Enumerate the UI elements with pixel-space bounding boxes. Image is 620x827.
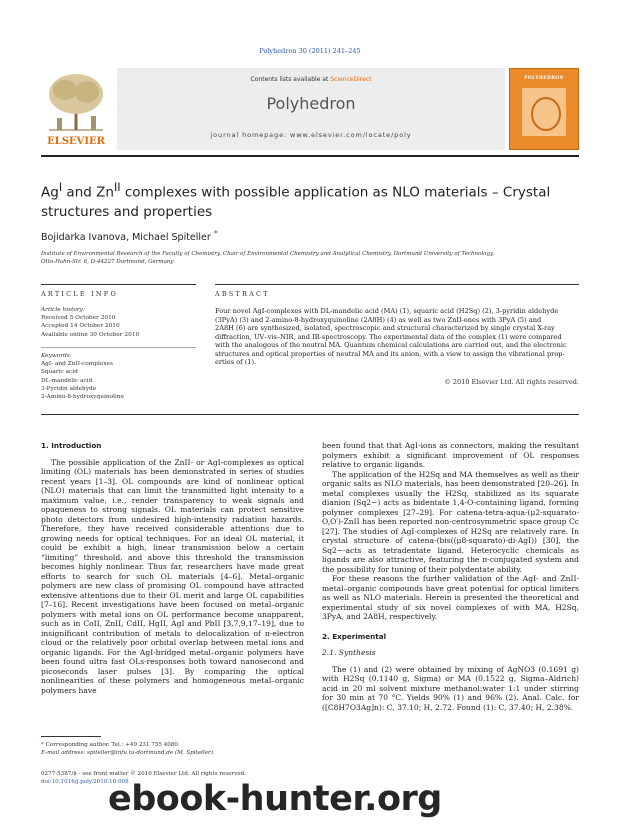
body-column-right: [322, 441, 579, 712]
abstract-text: [215, 307, 579, 367]
keywords: [41, 352, 196, 401]
body-divider: [41, 414, 579, 415]
history-item: Available online 30 October 2010: [41, 331, 140, 338]
subsection-heading: 2.1. Synthesis: [322, 648, 376, 658]
title-line-2: structures and properties: [41, 203, 213, 220]
title-sup: II: [113, 181, 121, 194]
journal-homepage-link[interactable]: journal homepage: www.elsevier.com/locate/poly: [210, 131, 412, 139]
journal-banner: [117, 68, 505, 150]
affiliation: [41, 250, 579, 266]
abstract-line: (3PyA) (3) and 2-amino-8-hydroxyquinoline (2A8H) (4) as well as two ZnII-ones with 3PyA (5) and: [215, 315, 542, 324]
issn-line: 0277-5387/$ - see front matter © 2010 Elsevier Ltd. All rights reserved.: [41, 771, 247, 777]
affiliation-line: Institute of Environmental Research of the Faculty of Chemistry, Chair of Environmental Chemistry and Analytical Chemistry, Dortmund University of Technology,: [41, 251, 495, 257]
body-paragraph: The (1) and (2) were obtained by mixing of AgNO3 (0.1691 g) with H2Sq (0.1140 g, Sigma) or MA (0.1522 g, Sigma–Aldrich) acid in 20 ml solvent mixture methanol:water 1:1 under stirring for 30 min at 70 °C. Yields 90% (1) and 96% (2). Anal. Calc. for ([C8H7O3Ag]n): C, 37.10; H, 2.72. Found (1): C, 37.40; H, 2.38%.: [322, 664, 579, 712]
body-column-left: [41, 441, 304, 695]
journal-reference[interactable]: Polyhedron 30 (2011) 241–245: [259, 47, 361, 55]
doi-link[interactable]: doi:10.1016/j.poly.2010.10.008: [41, 779, 129, 785]
body-paragraph: The application of the H2Sq and MA themselves as well as their organic salts as NLO materials, has been demonstrated [20–26]. In metal complexes usually the H2Sq, stabilized as its squarate dianion (Sq2−) acts as bidentate 1,4-O-containing ligand, forming polymer complexes [27–29]. For catena-tetra-aqua-(μ2-squarato-O,O′)-ZnII has been reported non-centrosymmetric space group Cc [27]. The studies of AgI-complexes of H2Sq are relatively rare. In crystal structure of catena-(bis((μ8-squarato)-di-AgI)) [30], the Sq2−-acts as tetradentate ligand. Heterocyclic chemicals as ligands are also attractive, featuring the π-conjugated system and the possibility for tuning of their polydentate ability.: [322, 469, 579, 574]
journal-cover-thumbnail[interactable]: [509, 68, 579, 150]
article-history: [41, 306, 196, 339]
keyword-item: DL-mandelic acid: [41, 377, 93, 384]
email-link[interactable]: E-mail address: spiteller@infu.tu-dortmund.de (M. Spiteller).: [41, 750, 215, 756]
sciencedirect-link[interactable]: ScienceDirect: [330, 76, 372, 83]
abstract-rule: [215, 284, 579, 285]
history-item: Received 5 October 2010: [41, 315, 116, 322]
abstract-line: with the analogous of the neutral MA. Quantum chemical calculations are carried out, and the electronic: [215, 341, 567, 350]
section-heading: 1. Introduction: [41, 441, 102, 450]
abstract-line: diffraction, UV–vis–NIR, and IR-spectroscopy. The experimental data of the complex (1) were compared: [215, 332, 562, 341]
masthead-divider: [41, 155, 579, 157]
body-paragraph: For these reasons the further validation of the AgI- and ZnII-metal–organic compounds have great potential for optical limiters as well as NLO materials. Herein is presented the theoretical and experimental study of six novel complexes of with MA, H2Sq, 3PyA, and 2A8H, respectively.: [322, 574, 579, 622]
elsevier-logo[interactable]: [41, 68, 111, 150]
keyword-item: Squaric acid: [41, 369, 78, 376]
journal-masthead: [41, 68, 579, 150]
history-label: Article history:: [41, 307, 85, 313]
title-part: and Zn: [62, 184, 114, 201]
history-item: Accepted 14 October 2010: [41, 323, 120, 330]
section-heading: 2. Experimental: [322, 631, 387, 641]
title-part: complexes with possible application as NLO materials – Crystal: [120, 184, 551, 201]
keyword-item: 3-Pyridin aldehyde: [41, 385, 97, 392]
abstract-line: structures and optical properties of neutral MA and its anion, with a view to assign the vibrational prop-: [215, 349, 565, 358]
elsevier-wordmark: ELSEVIER: [47, 136, 105, 147]
corresponding-author-marker[interactable]: *: [213, 229, 218, 238]
article-title: [41, 178, 571, 222]
article-info-heading: ARTICLE INFO: [41, 290, 118, 298]
spacer: [322, 622, 579, 632]
author-names: Bojidarka Ivanova, Michael Spiteller: [41, 232, 211, 244]
contents-prefix: Contents lists available at: [250, 76, 331, 83]
affiliation-line: Otto-Hahn-Str. 6, D-44227 Dortmund, Germany: [41, 259, 174, 265]
title-sup: I: [58, 181, 63, 194]
body-paragraph: The possible application of the ZnII- or AgI-complexes as optical limiting (OL) materials has been demonstrated in series of studies recent years [1–3]. OL compounds are kind of nonlinear optical (NLO) materials that can limit the transmitted light intensity to a maximum value, i.e., render transparency to weak signals and opaqueness to strong signals. OL materials can protect sensitive photo detectors from undesired high-intensity radiation hazards. Therefore, they have received considerable attentions due to growing needs for optical techniques. For an ideal OL material, it could be exhibit a high, linear transmission below a certain “limiting” threshold, and above this threshold the transmission becomes highly nonlinear. Thus far, researchers have made great efforts to search for such OL materials [4–6]. Metal–organic polymers are new class of promising OL compound have attracted extensive attentions due to their OL merit and large OL capabilities [7–16]. Recent investigations have been focused on metal–organic polymers with metal ions on OL performance become unapparent, such as in CoII, ZnII, CdII, HgII, AgI and PbII [3,7,9,17–19], due to insignificant contribution of metals to delocalization of π-electron cloud or the relatively poor orbital overlap between metal ions and organic ligands. For the AgI-bridged metal–organic polymers have been found ultra fast OLs-responses both toward nanosecond and picoseconds laser pulses [3]. By comparing the optical nonlinearities of these polymers and homogeneous metal–organic polymers have: [41, 457, 304, 695]
body-paragraph: been found that that AgI-ions as connectors, making the resultant polymers exhibit a significant improvement of OL responses relative to organic ligands.: [322, 441, 579, 470]
contents-line: [117, 76, 505, 83]
abstract-line: Four novel AgI-complexes with DL-mandelic acid (MA) (1), squaric acid (H2Sq) (2), 3-pyridin aldehyde: [215, 307, 559, 315]
keywords-label: Keywords:: [41, 353, 72, 359]
cover-art: [522, 88, 566, 136]
journal-name: Polyhedron: [266, 94, 356, 113]
author-list: [41, 229, 218, 243]
keyword-item: AgI- and ZnII-complexes: [41, 361, 113, 368]
watermark: ebook-hunter.org: [108, 779, 442, 819]
title-part: Ag: [41, 184, 59, 201]
keyword-item: 2-Amino-8-hydroxyquinoline: [41, 394, 124, 401]
corresponding-author-note: Corresponding author. Tel.: +49 231 755 4080.: [43, 742, 180, 748]
footnote: [41, 741, 304, 757]
footnote-marker: *: [41, 742, 44, 748]
article-info-rule: [41, 284, 196, 285]
cover-title: POLYHEDRON: [524, 76, 564, 81]
abstract-line: erties of (1).: [215, 358, 257, 367]
abstract-heading: ABSTRACT: [215, 290, 270, 298]
copyright-notice: © 2010 Elsevier Ltd. All rights reserved.: [444, 378, 579, 386]
footnote-rule: [41, 736, 101, 737]
article-info-divider: [41, 347, 196, 348]
abstract-line: 2A8H (6) are synthesized, isolated, spectroscopic and structural characterized by single crystal X-ray: [215, 324, 555, 333]
